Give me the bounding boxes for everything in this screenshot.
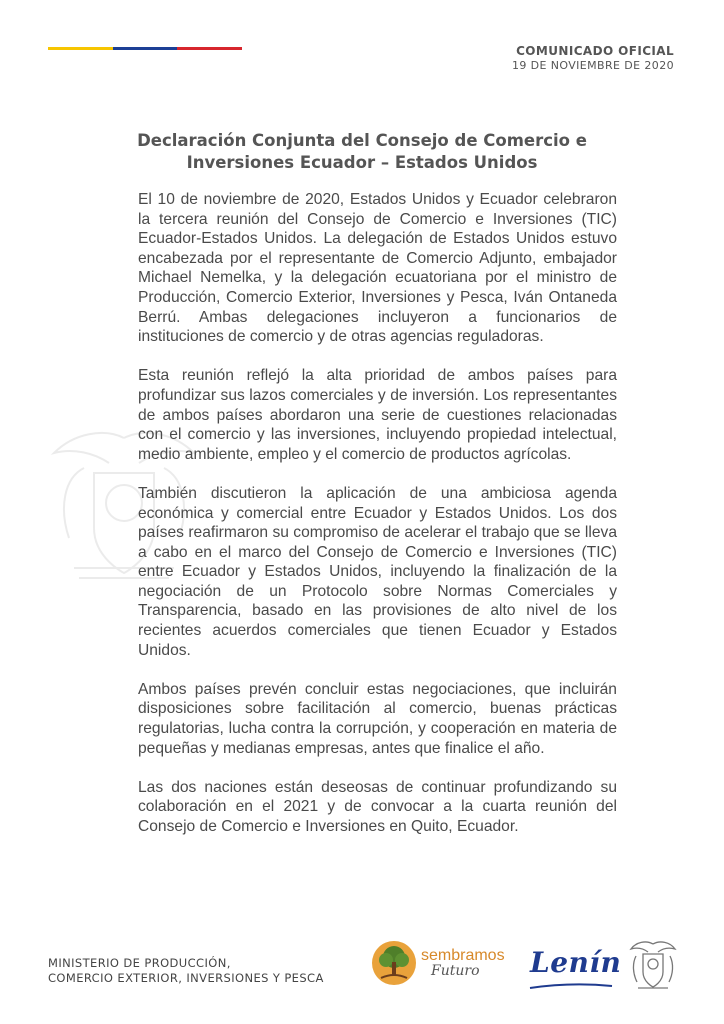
paragraph-5: Las dos naciones están deseosas de continuar profundizando su colaboración en el 2021 y de convocar a la cuarta reunión del Consejo de Comercio e Inversiones en Quito, Ecuador. bbox=[138, 778, 617, 835]
title-line-2: Inversiones Ecuador – Estados Unidos bbox=[186, 153, 538, 172]
paragraph-1: El 10 de noviembre de 2020, Estados Unidos y Ecuador celebraron la tercera reunión del Consejo de Comercio e Inversiones (TIC) Ecuador-Estados Unidos. La delegación de Estados Unidos estuvo encabezada por el representante de Comercio Adjunto, embajador Michael Nemelka, y la delegación ecuatoriana por el ministro de Producción, Comercio Exterior, Inversiones y Pesca, Iván Ontaneda Berrú. Ambas delegaciones incluyeron a funcionarios de instituciones de comercio y de otras agencias reguladoras. bbox=[138, 191, 617, 346]
paragraph-2: Esta reunión reflejó la alta prioridad de ambos países para profundizar sus lazos comerciales y de inversión. Los representantes de ambos países abordaron una serie de cuestiones relacionadas con el comercio y las inversiones, incluyendo propiedad intelectual, medio ambiente, empleo y el comercio de productos agrícolas. bbox=[138, 367, 617, 463]
paragraph-4: Ambos países prevén concluir estas negociaciones, que incluirán disposiciones sobre facilitación al comercio, buenas prácticas regulatorias, lucha contra la corrupción, y cooperación en materia de pequeñas y medianas empresas, antes que finalice el año. bbox=[138, 680, 617, 757]
lenin-underline-icon bbox=[528, 982, 614, 990]
ecuador-coat-of-arms-icon bbox=[628, 938, 678, 992]
tree-logo-icon bbox=[371, 940, 417, 986]
communique-label: COMUNICADO OFICIAL bbox=[516, 44, 674, 58]
ministry-line-2: COMERCIO EXTERIOR, INVERSIONES Y PESCA bbox=[48, 971, 324, 985]
flag-color-bar bbox=[48, 47, 242, 50]
document-title bbox=[120, 130, 604, 174]
document-body bbox=[138, 190, 617, 856]
title-line-1: Declaración Conjunta del Consejo de Comercio e bbox=[137, 131, 587, 150]
header-info bbox=[512, 44, 674, 73]
ministry-line-1: MINISTERIO DE PRODUCCIÓN, bbox=[48, 956, 231, 970]
ministry-name bbox=[48, 956, 324, 986]
futuro-text: Futuro bbox=[431, 963, 480, 979]
flag-blue-stripe bbox=[113, 47, 178, 50]
lenin-logo: Lenín bbox=[530, 946, 622, 979]
communique-date: 19 DE NOVIEMBRE DE 2020 bbox=[511, 59, 674, 72]
flag-yellow-stripe bbox=[48, 47, 113, 50]
paragraph-3: También discutieron la aplicación de una ambiciosa agenda económica y comercial entre Ecuador y Estados Unidos. Los dos países reafirmaron su compromiso de acelerar el trabajo que se lleva a cabo en el marco del Consejo de Comercio e Inversiones (TIC) entre Ecuador y Estados Unidos, incluyendo la finalización de la negociación de un Protocolo sobre Normas Comerciales y Transparencia, basado en las provisiones de alto nivel de los recientes acuerdos comerciales que tienen Ecuador y Estados Unidos. bbox=[138, 484, 617, 659]
sembramos-futuro-logo bbox=[371, 940, 505, 986]
flag-red-stripe bbox=[177, 47, 242, 50]
sembramos-text: sembramos bbox=[421, 947, 505, 964]
